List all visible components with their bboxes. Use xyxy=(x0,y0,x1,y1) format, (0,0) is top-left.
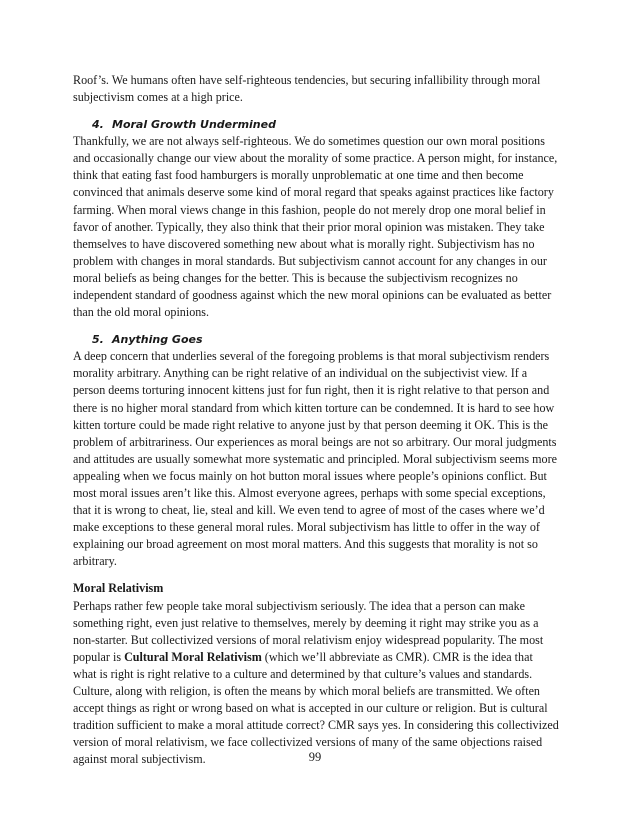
moral-relativism-heading: Moral Relativism xyxy=(73,581,164,596)
section-5-title: Anything Goes xyxy=(112,333,203,347)
section-5-heading xyxy=(73,331,559,348)
relativism-text-after: (which we’ll abbreviate as CMR). CMR is the idea that what is right is right relative to a culture and determined by that culture’s values and standards. Culture, along with religion, is often the means by which moral beliefs are transmitted. We often accept things as right or wrong based on what is accepted in our culture or religion. But is cultural tradition sufficient to make a moral attitude correct? CMR says yes. In considering this collectivized version of moral relativism, we face collectivized versions of many of the same objections raised against moral subjectivism. xyxy=(73,649,559,767)
section-5-number: 5. xyxy=(92,333,104,347)
page-number: 99 xyxy=(308,750,322,764)
document-page xyxy=(73,72,559,768)
cmr-term: Cultural Moral Relativism xyxy=(124,649,262,664)
section-4-heading xyxy=(73,116,559,133)
intro-paragraph: Roof’s. We humans often have self-righteous tendencies, but securing infallibility through moral subjectivism comes at a high price. xyxy=(73,73,541,105)
section-4-number: 4. xyxy=(92,118,104,132)
section-5-body: A deep concern that underlies several of the foregoing problems is that moral subjectivism renders morality arbitrary. Anything can be right relative of an individual on the subjectivist view. If a person deems torturing innocent kittens just for fun right, then it is right relative to that person and there is no higher moral standard from which kitten torture can be condemned. It is hard to see how kitten torture could be made right relative to anyone just by that person deeming it OK. This is the problem of arbitrariness. Our experiences as moral beings are not so arbitrary. Our moral judgments and attitudes are usually somewhat more systematic and principled. Moral subjectivism seems more appealing when we focus mainly on hot button moral issues where people’s opinions conflict. But most moral issues aren’t like this. Almost everyone agrees, perhaps with some special exceptions, that it is wrong to cheat, lie, steal and kill. We even tend to agree of most of the cases where we’d make exceptions to these general moral rules. Moral subjectivism has little to offer in the way of explaining our broad agreement on most moral matters. And this suggests that morality is not so arbitrary. xyxy=(73,349,557,569)
relativism-text-before: Perhaps rather few people take moral subjectivism seriously. The idea that a person can make something right, even just relative to themselves, merely by deeming it right may strike you as a non-starter. But collectivized versions of moral relativism enjoy widespread popularity. The most popular is xyxy=(73,598,544,664)
moral-relativism-body xyxy=(73,598,559,769)
section-4-title: Moral Growth Undermined xyxy=(112,118,276,132)
section-4-body: Thankfully, we are not always self-righteous. We do sometimes question our own moral positions and occasionally change our view about the morality of some practice. A person might, for instance, think that eating fast food hamburgers is morally unproblematic at one time and then become convinced that animals deserve some kind of moral regard that speaks against practices like factory farming. When moral views change in this fashion, people do not merely drop one moral belief in favor of another. Typically, they also think that their prior moral opinion was mistaken. They take themselves to have discovered something new about what is morally right. Subjectivism has no problem with changes in moral standards. But subjectivism cannot account for any changes in our moral beliefs as being changes for the better. This is because the subjectivism recognizes no independent standard of goodness against which the new moral opinions can be evaluated as better than the old moral opinions. xyxy=(73,134,558,320)
